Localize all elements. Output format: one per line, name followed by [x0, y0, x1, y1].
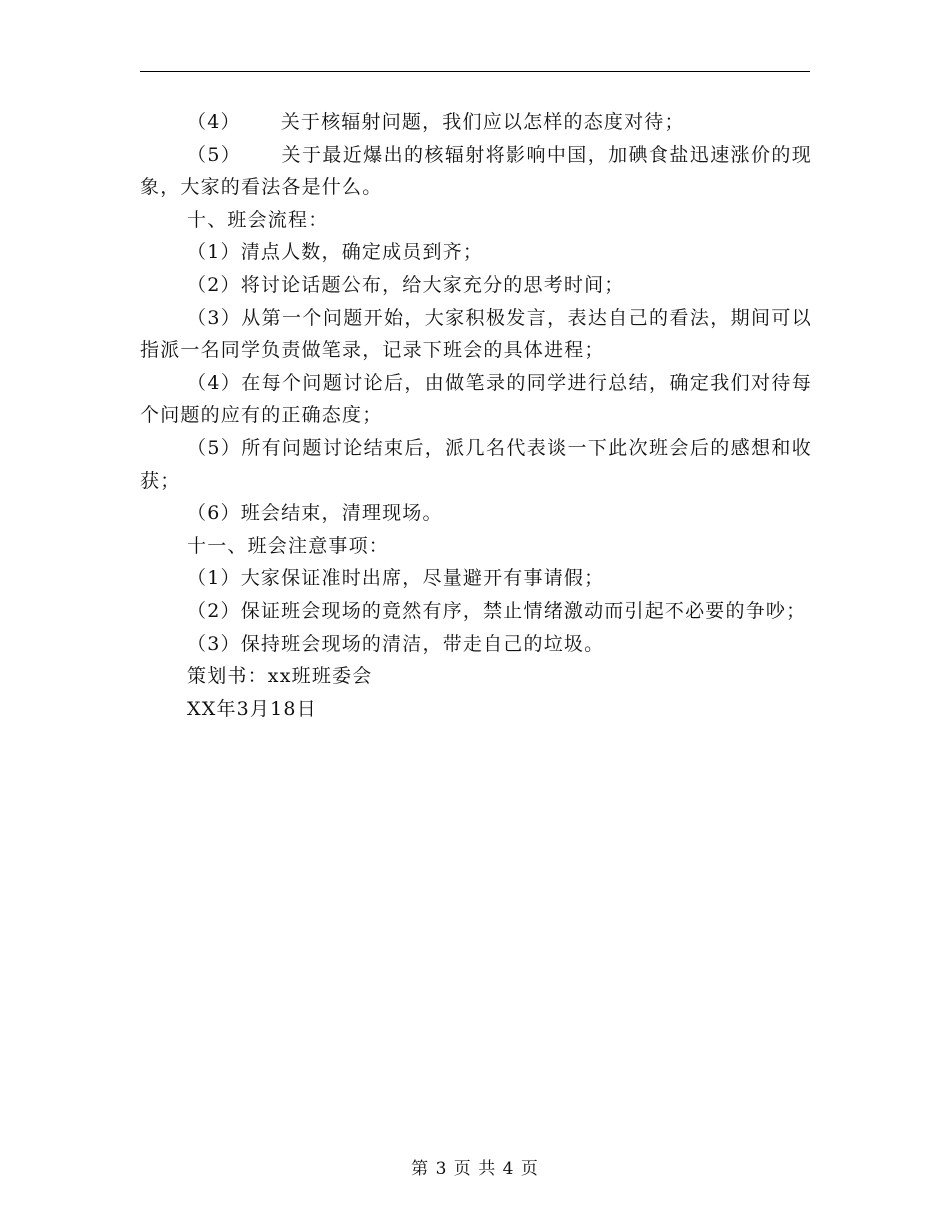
paragraph-item-4 [140, 106, 812, 139]
note-item-1: （1）大家保证准时出席，尽量避开有事请假； [187, 567, 605, 590]
section-heading-flow: 十、班会流程： [187, 208, 329, 231]
date: XX年3月18日 [187, 697, 317, 720]
note-item-3: （3）保持班会现场的清洁，带走自己的垃圾。 [187, 632, 605, 655]
flow-step-5: （5）所有问题讨论结束后，派几名代表谈一下此次班会后的感想和收获； [140, 436, 812, 492]
document-body [140, 106, 812, 725]
flow-step-6: （6）班会结束，清理现场。 [187, 502, 443, 525]
flow-step-2: （2）将讨论话题公布，给大家充分的思考时间； [187, 273, 625, 296]
flow-step-1: （1）清点人数，确定成员到齐； [187, 241, 484, 264]
note-item-2: （2）保证班会现场的竟然有序，禁止情绪激动而引起不必要的争吵； [187, 599, 807, 622]
section-heading-notes: 十一、班会注意事项： [187, 534, 390, 557]
page-footer: 第 3 页 共 4 页 [411, 1159, 539, 1179]
flow-step-4: （4）在每个问题讨论后，由做笔录的同学进行总结，确定我们对待每个问题的应有的正确态度； [140, 371, 812, 427]
paragraph-text: 关于最近爆出的核辐射将影响中国，加碘食盐迅速涨价的现象，大家的看法各是什么。 [140, 143, 812, 199]
item-number: （5） [187, 143, 242, 166]
header-rule [140, 71, 810, 72]
signature: 策划书：xx班班委会 [187, 665, 373, 688]
item-number: （4） [187, 111, 241, 133]
paragraph-item-5 [140, 139, 812, 204]
paragraph-text: 关于核辐射问题，我们应以怎样的态度对待； [280, 111, 685, 133]
flow-step-3: （3）从第一个问题开始，大家积极发言，表达自己的看法，期间可以指派一名同学负责做笔录，记录下班会的具体进程； [140, 306, 812, 362]
